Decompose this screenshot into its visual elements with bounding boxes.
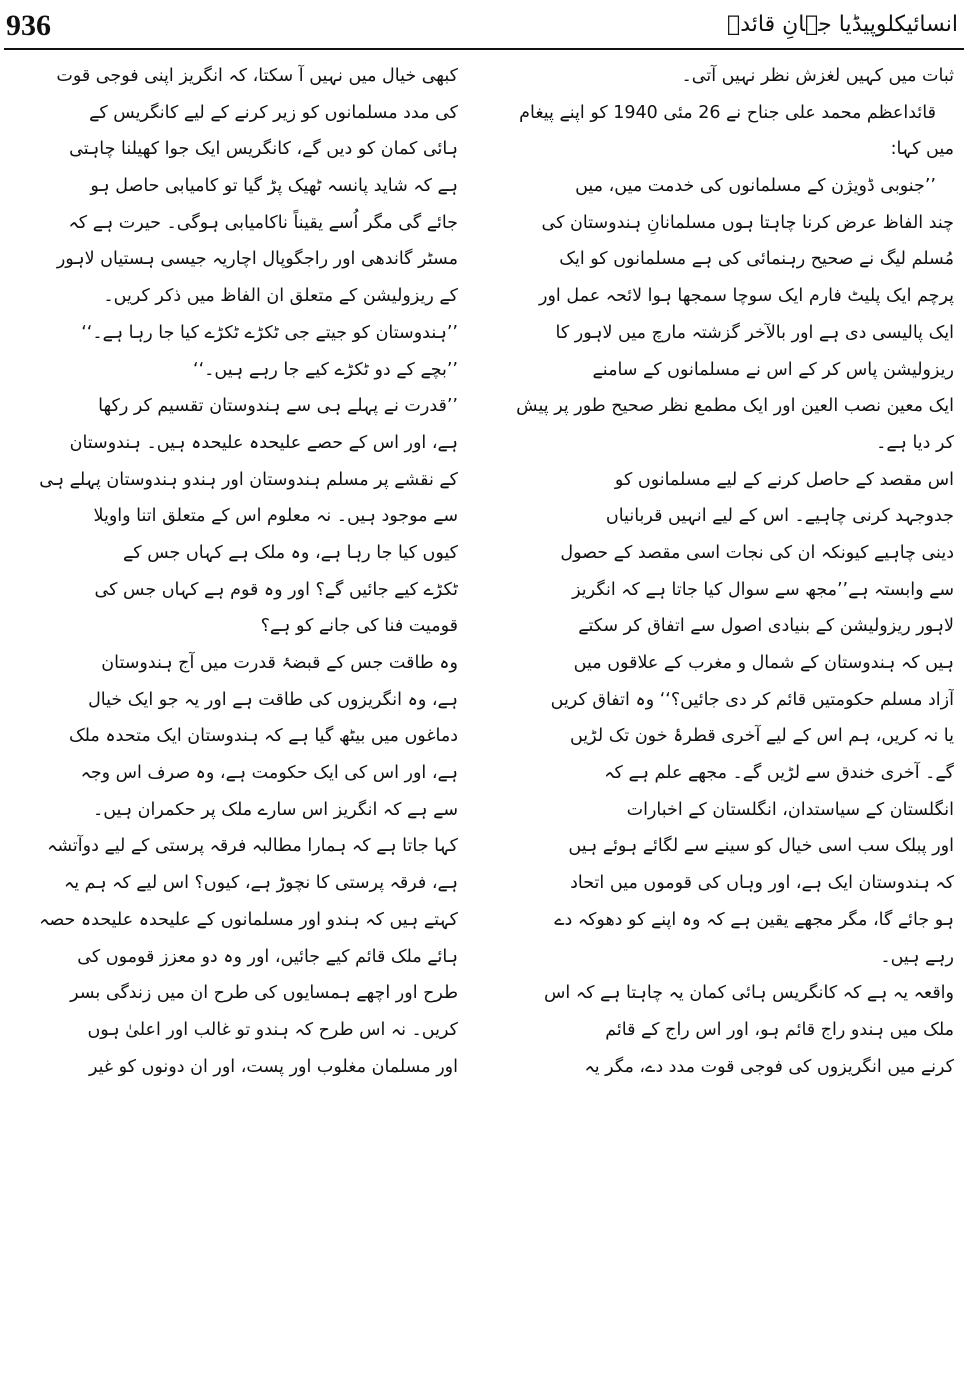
text-line: کر دیا ہے۔ [876, 432, 954, 453]
text-line: ہائے ملک قائم کیے جائیں، اور وہ دو معزز قوموں کی [77, 946, 458, 967]
text-line: کے ریزولیشن کے متعلق ان الفاظ میں ذکر کریں۔ [103, 286, 458, 307]
text-line: ’’جنوبی ڈویژن کے مسلمانوں کی خدمت میں، میں [575, 176, 936, 197]
text-line: ملک میں ہندو راج قائم ہو، اور اس راج کے قائم [605, 1019, 954, 1040]
text-line: سے ہے کہ انگریز اس سارے ملک پر حکمران ہیں۔ [92, 799, 458, 820]
text-line: کیوں کیا جا رہا ہے، وہ ملک ہے کہاں جس کے [123, 542, 458, 563]
text-line: ’’قدرت نے پہلے ہی سے ہندوستان تقسیم کر رکھا [98, 396, 458, 417]
text-line: پرچم ایک پلیٹ فارم ایک سوچا سمجھا ہوا لائحہ عمل اور [539, 286, 954, 307]
text-line: ایک معین نصب العین اور ایک مطمع نظر صحیح طور پر پیش [516, 396, 954, 417]
text-line: اس مقصد کے حاصل کرنے کے لیے مسلمانوں کو [614, 469, 954, 490]
text-line: ایک پالیسی دی ہے اور بالآخر گزشتہ مارچ میں لاہور کا [555, 322, 954, 343]
text-line: جدوجہد کرنی چاہیے۔ اس کے لیے انہیں قربانیاں [605, 506, 954, 527]
text-line: ہے، وہ انگریزوں کی طاقت ہے اور یہ جو ایک خیال [88, 689, 458, 710]
text-line: کہ ہندوستان ایک ہے، اور وہاں کی قوموں میں اتحاد [570, 873, 954, 894]
text-line: ہے، اور اس کے حصے علیحدہ علیحدہ ہیں۔ ہندوستان [69, 432, 458, 453]
text-line: اور مسلمان مغلوب اور پست، اور ان دونوں کو غیر [88, 1056, 458, 1077]
text-line: طرح اور اچھے ہمسایوں کی طرح ان میں زندگی بسر [70, 983, 458, 1004]
text-line: ٹکڑے کیے جائیں گے؟ اور وہ قوم ہے کہاں جس کی [94, 579, 458, 600]
text-line: کرنے میں انگریزوں کی فوجی قوت مدد دے، مگر یہ [584, 1056, 954, 1077]
text-line: ’’بچے کے دو ٹکڑے کیے جا رہے ہیں۔‘‘ [193, 359, 458, 380]
text-line: کے نقشے پر مسلم ہندوستان اور ہندو ہندوستان پہلے ہی [39, 469, 458, 490]
text-line: ’’ہندوستان کو جیتے جی ٹکڑے ٹکڑے کیا جا رہا ہے۔‘‘ [81, 322, 458, 343]
text-line: کی مدد مسلمانوں کو زیر کرنے کے لیے کانگریس کے [89, 102, 458, 123]
text-line: کہا جاتا ہے کہ ہمارا مطالبہ فرقہ پرستی کے لیے دوآتشہ [47, 836, 458, 857]
text-line: ہے، اور اس کی ایک حکومت ہے، وہ صرف اس وجہ [80, 763, 458, 784]
text-line: انگلستان کے سیاستدان، انگلستان کے اخبارات [626, 799, 954, 820]
text-line: رہے ہیں۔ [880, 946, 954, 967]
running-head: انسائیکلوپیڈیا جہانِ قائدؒ [727, 12, 958, 37]
text-line: ہے، فرقہ پرستی کا نچوڑ ہے، کیوں؟ اس لیے کہ ہم یہ [63, 873, 458, 894]
text-line: ہو جائے گا، مگر مجھے یقین ہے کہ وہ اپنے کو دھوکہ دے [554, 909, 954, 930]
text-line: وہ طاقت جس کے قبضۂ قدرت میں آج ہندوستان [101, 653, 458, 673]
text-line: ہائی کمان کو دیں گے، کانگریس ایک جوا کھیلنا چاہتی [69, 139, 458, 160]
text-line: میں کہا: [890, 139, 954, 160]
text-line: دینی چاہیے کیونکہ ان کی نجات اسی مقصد کے حصول [560, 542, 954, 563]
right-column [516, 58, 954, 1380]
header-rule [4, 48, 964, 50]
page-number: 936 [6, 9, 51, 42]
text-line: ریزولیشن پاس کر کے اس نے مسلمانوں کے سامنے [592, 359, 954, 380]
text-line: قائداعظم محمد علی جناح نے 26 مئی 1940 کو اپنے پیغام [519, 102, 936, 123]
text-line: ہے کہ شاید پانسہ ٹھیک پڑ گیا تو کامیابی حاصل ہو [90, 176, 458, 197]
text-line: قومیت فنا کی جانے کو ہے؟ [260, 616, 458, 637]
text-line: اور پبلک سب اسی خیال کو سینے سے لگائے ہوئے ہیں [568, 836, 954, 857]
text-line: مُسلم لیگ نے صحیح رہنمائی کی ہے مسلمانوں کو ایک [559, 249, 954, 270]
text-line: لاہور ریزولیشن کے بنیادی اصول سے اتفاق کر سکتے [578, 616, 954, 637]
text-line: دماغوں میں بیٹھ گیا ہے کہ ہندوستان ایک متحدہ ملک [68, 726, 458, 747]
text-line: گے۔ آخری خندق سے لڑیں گے۔ مجھے علم ہے کہ [604, 763, 954, 784]
text-line: جائے گی مگر اُسے یقیناً ناکامیابی ہوگی۔ حیرت ہے کہ [68, 212, 458, 233]
text-line: سے موجود ہیں۔ نہ معلوم اس کے متعلق اتنا واویلا [93, 506, 458, 527]
text-line: کبھی خیال میں نہیں آ سکتا، کہ انگریز اپنی فوجی قوت [56, 66, 458, 86]
text-line: ثبات میں کہیں لغزش نظر نہیں آتی۔ [681, 66, 954, 86]
text-line: چند الفاظ عرض کرنا چاہتا ہوں مسلمانانِ ہندوستان کی [541, 212, 954, 233]
text-line: کریں۔ نہ اس طرح کہ ہندو تو غالب اور اعلیٰ ہوں [87, 1019, 458, 1040]
text-line: کہتے ہیں کہ ہندو اور مسلمانوں کے علیحدہ علیحدہ حصہ [39, 909, 458, 930]
text-line: یا نہ کریں، ہم اس کے لیے آخری قطرۂ خون تک لڑیں [569, 726, 954, 747]
text-line: مسٹر گاندھی اور راجگوپال اچاریہ جیسی ہستیاں لاہور [56, 249, 458, 270]
text-line: ہیں کہ ہندوستان کے شمال و مغرب کے علاقوں میں [573, 653, 954, 673]
text-line: آزاد مسلم حکومتیں قائم کر دی جائیں؟‘‘ وہ اتفاق کریں [550, 689, 954, 710]
left-column [20, 58, 458, 1380]
text-line: واقعہ یہ ہے کہ کانگریس ہائی کمان یہ چاہتا ہے کہ اس [544, 983, 954, 1004]
text-line: سے وابستہ ہے’’مجھ سے سوال کیا جاتا ہے کہ انگریز [572, 579, 954, 600]
